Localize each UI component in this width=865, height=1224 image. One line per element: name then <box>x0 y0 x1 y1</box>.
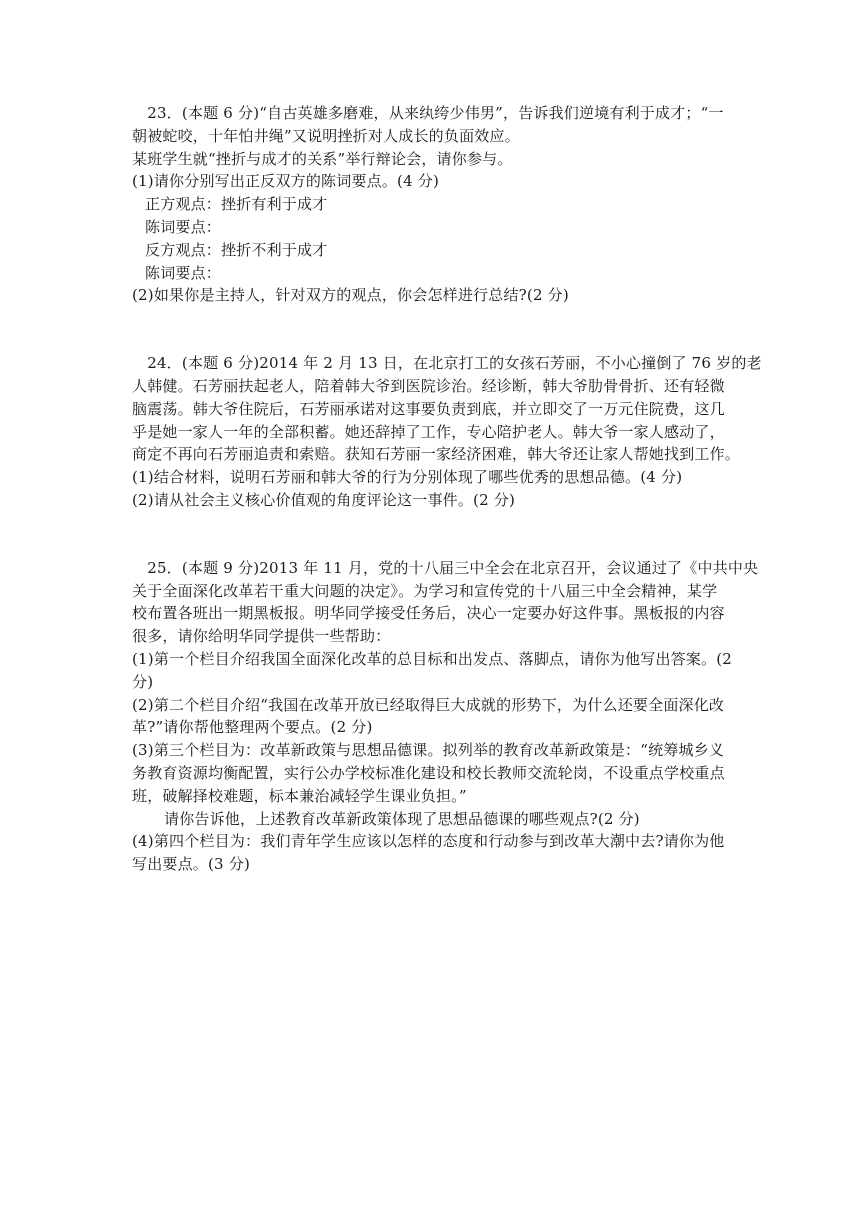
q23-line: 陈词要点： <box>145 263 222 282</box>
q25-line: 校布置各班出一期黑板报。明华同学接受任务后，决心一定要办好这件事。黑板报的内容 <box>132 604 725 623</box>
question-24 <box>132 352 762 512</box>
q25-line: (4)第四个栏目为：我们青年学生应该以怎样的态度和行动参与到改革大潮中去?请你为他 <box>132 832 725 851</box>
q25-line: 班，破解择校难题，标本兼治减轻学生课业负担。” <box>132 786 467 805</box>
q24-line: 24．(本题 6 分)2014 年 2 月 13 日，在北京打工的女孩石芳丽，不小心撞倒了 76 岁的老 <box>132 354 762 373</box>
q25-line: 请你告诉他，上述教育改革新政策体现了思想品德课的哪些观点?(2 分) <box>164 809 640 828</box>
q24-line: (2)请从社会主义核心价值观的角度评论这一事件。(2 分) <box>132 490 516 509</box>
q25-line: 分) <box>132 672 154 691</box>
q24-line: 人韩健。石芳丽扶起老人，陪着韩大爷到医院诊治。经诊断，韩大爷肋骨骨折、还有轻微 <box>132 376 725 395</box>
q23-line: 某班学生就“挫折与成才的关系”举行辩论会，请你参与。 <box>132 149 513 168</box>
q23-line: 朝被蛇咬，十年怕井绳”又说明挫折对人成长的负面效应。 <box>132 126 520 145</box>
question-25 <box>132 557 759 876</box>
q24-line: 乎是她一家人一年的全部积蓄。她还辞掉了工作，专心陪护老人。韩大爷一家人感动了， <box>132 422 725 441</box>
q24-line: (1)结合材料，说明石芳丽和韩大爷的行为分别体现了哪些优秀的思想品德。(4 分) <box>132 468 683 487</box>
q25-line: (3)第三个栏目为：改革新政策与思想品德课。拟列举的教育改革新政策是：“统筹城乡义 <box>132 741 725 760</box>
q25-line: 务教育资源均衡配置，实行公办学校标准化建设和校长教师交流轮岗，不设重点学校重点 <box>132 763 725 782</box>
q23-line: (1)请你分别写出正反双方的陈词要点。(4 分) <box>132 172 440 191</box>
q23-line: (2)如果你是主持人，针对双方的观点，你会怎样进行总结?(2 分) <box>132 286 569 305</box>
q23-line: 陈词要点： <box>145 217 222 236</box>
q25-line: 革?”请你帮他整理两个要点。(2 分) <box>132 718 373 737</box>
exam-page <box>132 102 762 876</box>
q24-line: 商定不再向石芳丽追责和索赔。获知石芳丽一家经济困难，韩大爷还让家人帮她找到工作。 <box>132 445 741 464</box>
q23-line: 正方观点：挫折有利于成才 <box>145 195 328 214</box>
question-23 <box>132 102 738 307</box>
q25-line: 写出要点。(3 分) <box>132 855 251 874</box>
q24-line: 脑震荡。韩大爷住院后，石芳丽承诺对这事要负责到底，并立即交了一万元住院费，这几 <box>132 399 725 418</box>
q25-line: 很多，请你给明华同学提供一些帮助： <box>132 627 391 646</box>
q25-line: (2)第二个栏目介绍“我国在改革开放已经取得巨大成就的形势下，为什么还要全面深化改 <box>132 695 725 714</box>
q25-line: 25．(本题 9 分)2013 年 11 月，党的十八届三中全会在北京召开，会议通过了《中共中央 <box>132 558 759 577</box>
q23-line: 23．(本题 6 分)“自古英雄多磨难，从来纨绔少伟男”，告诉我们逆境有利于成才；“一 <box>132 104 724 122</box>
q25-line: (1)第一个栏目介绍我国全面深化改革的总目标和出发点、落脚点，请你为他写出答案。(2 <box>132 649 733 668</box>
q25-line: 关于全面深化改革若干重大问题的决定》。为学习和宣传党的十八届三中全会精神，某学 <box>132 581 718 600</box>
q23-line: 反方观点：挫折不利于成才 <box>145 240 328 259</box>
